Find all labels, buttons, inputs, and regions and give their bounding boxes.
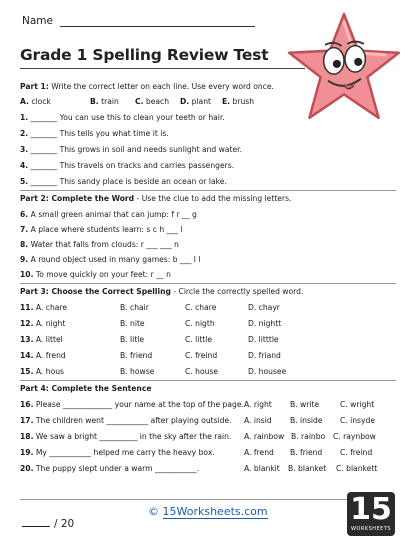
choice[interactable]: B. friend	[120, 351, 153, 360]
choice[interactable]: C. house	[185, 367, 219, 376]
question-14: 14. A. frend	[20, 351, 66, 360]
choice[interactable]: A. blankit	[244, 464, 280, 473]
choice[interactable]: C. chare	[185, 303, 217, 312]
choice[interactable]: B. howse	[120, 367, 155, 376]
choice[interactable]: C. little	[185, 335, 213, 344]
part1-option-b: B. train	[90, 97, 119, 106]
score-line[interactable]	[22, 526, 50, 527]
part1-option-a: A. clock	[20, 97, 51, 106]
part4-instruction: Part 4: Complete the Sentence	[20, 384, 152, 393]
choice[interactable]: C. nigth	[185, 319, 215, 328]
part1-option-d: D. plant	[180, 97, 211, 106]
choice[interactable]: B. chair	[120, 303, 149, 312]
part3-instruction: Part 3: Choose the Correct Spelling - Circle the correctly spelled word.	[20, 287, 304, 296]
question-5: 5. _______ This sandy place is beside an ocean or lake.	[20, 177, 227, 186]
choice[interactable]: D. housee	[248, 367, 287, 376]
question-18: 18. We saw a bright __________ in the sky after the rain.	[20, 432, 232, 441]
question-13: 13. A. littel	[20, 335, 63, 344]
choice[interactable]: B. blanket	[288, 464, 327, 473]
choice[interactable]: C. wright	[340, 400, 375, 409]
question-15: 15. A. hous	[20, 367, 64, 376]
star-mascot-icon	[283, 8, 405, 130]
question-19: 19. My ___________ helped me carry the heavy box.	[20, 448, 215, 457]
footer-divider	[20, 499, 350, 500]
question-16: 16. Please _____________ your name at the top of the page.	[20, 400, 244, 409]
choice[interactable]: B. litle	[120, 335, 145, 344]
choice[interactable]: A. frend	[244, 448, 274, 457]
choice[interactable]: B. inside	[290, 416, 323, 425]
choice[interactable]: A. right	[244, 400, 272, 409]
choice[interactable]: C. raynbow	[333, 432, 376, 441]
choice[interactable]: D. chayr	[248, 303, 280, 312]
name-line[interactable]	[60, 26, 255, 27]
question-8: 8. Water that falls from clouds: r ___ ___ n	[20, 240, 179, 249]
choice[interactable]: C. freind	[185, 351, 218, 360]
choice[interactable]: D. nightt	[248, 319, 282, 328]
part2-instruction: Part 2: Complete the Word - Use the clue to add the missing letters.	[20, 194, 292, 203]
question-20: 20. The puppy slept under a warm ___________.	[20, 464, 200, 473]
choice[interactable]: C. blankett	[336, 464, 378, 473]
section-divider	[20, 190, 396, 191]
part1-option-e: E. brush	[222, 97, 255, 106]
question-17: 17. The children went ___________ after playing outside.	[20, 416, 232, 425]
site-link[interactable]: © 15Worksheets.com	[148, 505, 268, 518]
question-3: 3. _______ This grows in soil and needs sunlight and water.	[20, 145, 243, 154]
choice[interactable]: D. litttle	[248, 335, 279, 344]
section-divider	[20, 380, 396, 381]
question-1: 1. _______ You can use this to clean your teeth or hair.	[20, 113, 225, 122]
choice[interactable]: C. freind	[340, 448, 373, 457]
choice[interactable]: A. insid	[244, 416, 272, 425]
page-title: Grade 1 Spelling Review Test	[20, 46, 269, 64]
question-4: 4. _______ This travels on tracks and carries passengers.	[20, 161, 235, 170]
name-label: Name	[22, 15, 53, 27]
choice[interactable]: B. nite	[120, 319, 145, 328]
copyright-icon: ©	[148, 505, 159, 518]
question-9: 9. A round object used in many games: b ___ l l	[20, 255, 201, 264]
question-12: 12. A. night	[20, 319, 66, 328]
choice[interactable]: D. friand	[248, 351, 281, 360]
section-divider	[20, 283, 396, 284]
question-6: 6. A small green animal that can jump: f r __ g	[20, 210, 197, 219]
part1-option-c: C. beach	[135, 97, 170, 106]
part1-instruction: Part 1: Write the correct letter on each line. Use every word once.	[20, 82, 274, 91]
question-10: 10. To move quickly on your feet: r __ n	[20, 270, 171, 279]
question-7: 7. A place where students learn: s c h ___ l	[20, 225, 183, 234]
choice[interactable]: B. rainbo	[291, 432, 326, 441]
title-divider	[20, 68, 305, 69]
choice[interactable]: B. write	[290, 400, 320, 409]
score-box: / 20	[22, 518, 74, 530]
question-2: 2. _______ This tells you what time it is.	[20, 129, 169, 138]
choice[interactable]: C. insyde	[340, 416, 375, 425]
question-11: 11. A. chare	[20, 303, 68, 312]
choice[interactable]: A. rainbow	[244, 432, 285, 441]
choice[interactable]: B. friend	[290, 448, 323, 457]
logo: 15 WORKSHEETS	[347, 492, 395, 536]
